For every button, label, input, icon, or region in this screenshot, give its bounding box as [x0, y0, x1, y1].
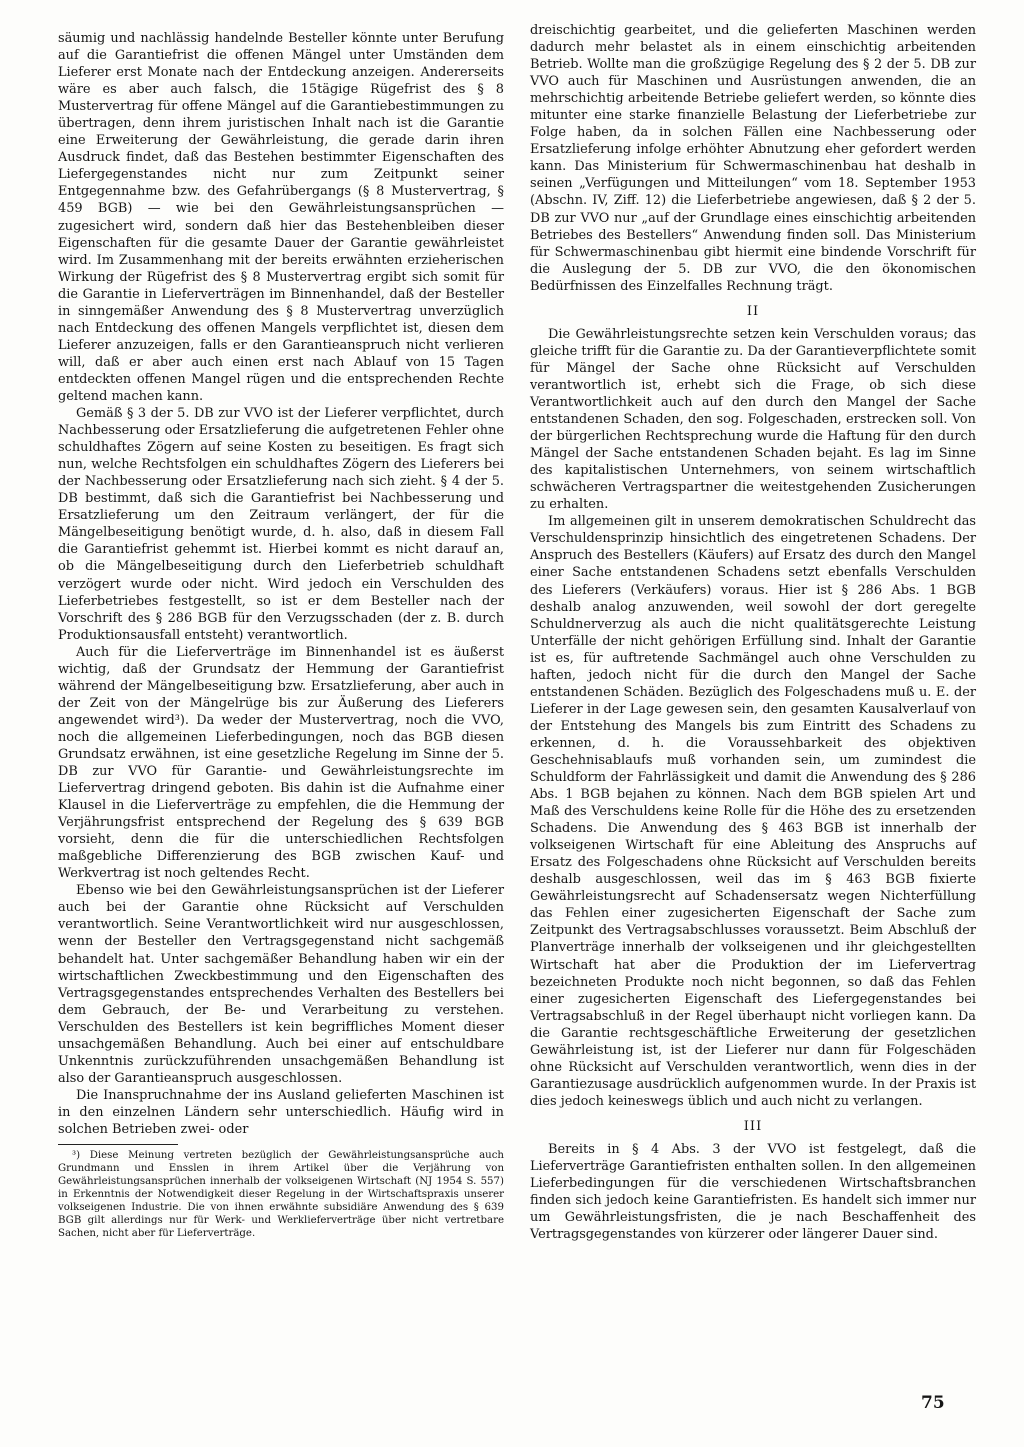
footnote-divider [58, 1144, 178, 1145]
section-heading: III [743, 1118, 763, 1134]
paragraph: Die Inanspruchnahme der ins Ausland gelieferten Maschinen ist in den einzelnen Ländern sehr unterschiedlich. Häufig wird in solchen Betrieben zwei- oder [58, 1087, 504, 1137]
paragraph: Die Gewährleistungsrechte setzen kein Verschulden voraus; das gleiche trifft für die Garantie zu. Da der Garantieverpflichtete somit für Mängel der Sache ohne Rücksicht auf Verschulden verantwortlich ist, erhebt sich die Frage, ob sich diese Verantwortlichkeit auch auf den durch den Mangel der Sache entstandenen Schaden, den sog. Folgeschaden, erstrecken soll. Von der bürgerlichen Rechtsprechung wurde die Haftung für den durch Mängel der Sache entstandenen Schaden bejaht. Es lag im Sinne des kapitalistischen Unternehmers, von seinem wirtschaftlich schwächeren Vertragspartner die weitestgehenden Zusicherungen zu erhalten. [530, 326, 976, 513]
section-heading: II [746, 303, 760, 319]
paragraph: Auch für die Lieferverträge im Binnenhandel ist es äußerst wichtig, daß der Grundsatz der Hemmung der Garantiefrist während der Mängelbeseitigung bzw. Ersatzlieferung, aber auch in der Zeit von der Mängelrüge bis zur Äußerung des Lieferers angewendet wird³). Da weder der Mustervertrag, noch die VVO, noch die allgemeinen Lieferbedingungen, noch das BGB diesen Grundsatz erwähnen, ist eine gesetzliche Regelung im Sinne der 5. DB zur VVO für Garantie- und Gewährleistungsrechte im Liefervertrag dringend geboten. Bis dahin ist die Aufnahme einer Klausel in die Lieferverträge zu empfehlen, die die Hemmung der Verjährungsfrist entsprechend der Regelung des § 639 BGB vorsieht, denn die für die unterschiedlichen Rechtsfolgen maßgebliche Differenzierung des BGB zwischen Kauf- und Werkvertrag ist noch geltendes Recht. [58, 644, 504, 882]
left-column [58, 30, 504, 1240]
paragraph: Im allgemeinen gilt in unserem demokratischen Schuldrecht das Verschuldensprinzip hinsichtlich des eingetretenen Schadens. Der Anspruch des Bestellers (Käufers) auf Ersatz des durch den Mangel einer Sache entstandenen Schadens setzt ebenfalls Verschulden des Lieferers (Verkäufers) voraus. Hier ist § 286 Abs. 1 BGB deshalb analog anzuwenden, weil sowohl der dort geregelte Schuldnerverzug als auch die nicht qualitätsgerechte Leistung Unterfälle der nicht gehörigen Erfüllung sind. Inhalt der Garantie ist es, für auftretende Sachmängel auch ohne Verschulden zu haften, jedoch nicht für die durch den Mangel der Sache entstandenen Schäden. Bezüglich des Folgeschadens muß u. E. der Lieferer in der Lage gewesen sein, den gesamten Kausalverlauf von der Entstehung des Mangels bis zum Eintritt des Schadens zu erkennen, d. h. die Voraussehbarkeit des objektiven Geschehnisablaufs muß vorhanden sein, um zumindest die Schuldform der Fahrlässigkeit und damit die Anwendung des § 286 Abs. 1 BGB bejahen zu können. Nach dem BGB spielen Art und Maß des Verschuldens keine Rolle für die Höhe des zu ersetzenden Schadens. Die Anwendung des § 463 BGB ist innerhalb der volkseigenen Wirtschaft für eine Ableitung des Anspruchs auf Ersatz des Folgeschadens ohne Rücksicht auf Verschulden bereits deshalb ausgeschlossen, weil das im § 463 BGB fixierte Gewährleistungsrecht auf Schadensersatz wegen Nichterfüllung das Fehlen einer zugesicherten Eigenschaft der Sache zum Zeitpunkt des Vertragsabschlusses voraussetzt. Beim Abschluß der Planverträge innerhalb der volkseigenen und ihr gleichgestellten Wirtschaft hat aber die Produktion der im Liefervertrag bezeichneten Produkte noch nicht begonnen, so daß das Fehlen einer zugesicherten Eigenschaft des Liefergegenstandes bei Vertragsabschluß in der Regel überhaupt nicht vorliegen kann. Da die Garantie rechtsgeschäftliche Erweiterung der gesetzlichen Gewährleistung ist, ist der Lieferer nur dann für Folgeschäden ohne Rücksicht auf Verschulden verantwortlich, wenn dies in der Garantiezusage ausdrücklich aufgenommen wurde. In der Praxis ist dies jedoch keineswegs üblich und auch nicht zu verlangen. [530, 514, 976, 1109]
paragraph: Bereits in § 4 Abs. 3 der VVO ist festgelegt, daß die Lieferverträge Garantiefristen enthalten sollen. In den allgemeinen Lieferbedingungen für die verschiedenen Wirtschaftsbranchen finden sich jedoch keine Garantiefristen. Es handelt sich immer nur um Gewährleistungsfristen, die je nach Beschaffenheit des Vertragsgegenstandes von kürzerer oder längerer Dauer sind. [530, 1142, 976, 1243]
page-number: 75 [921, 1393, 945, 1413]
paragraph: dreischichtig gearbeitet, und die gelieferten Maschinen werden dadurch mehr belastet als in einem einschichtig arbeitenden Betrieb. Wollte man die großzügige Regelung des § 2 der 5. DB zur VVO auch für Maschinen und Ausrüstungen anwenden, die an mehrschichtig arbeitende Betriebe geliefert werden, so könnte dies mitunter eine starke finanzielle Belastung der Lieferbetriebe zur Folge haben, da in solchen Fällen eine Nachbesserung oder Ersatzlieferung infolge erhöhter Abnutzung eher gefordert werden kann. Das Ministerium für Schwermaschinenbau hat deshalb in seinen „Verfügungen und Mitteilungen“ vom 18. September 1953 (Abschn. IV, Ziff. 12) die Lieferbetriebe angewiesen, daß § 2 der 5. DB zur VVO nur „auf der Grundlage eines einschichtig arbeitenden Betriebes des Bestellers“ Anwendung finden soll. Das Ministerium für Schwermaschinenbau gibt hiermit eine bindende Vorschrift für die Auslegung der 5. DB zur VVO, die den ökonomischen Bedürfnissen des Einzelfalles Rechnung trägt. [530, 23, 976, 294]
paragraph: Gemäß § 3 der 5. DB zur VVO ist der Lieferer verpflichtet, durch Nachbesserung oder Ersatzlieferung die aufgetretenen Fehler ohne schuldhaftes Zögern auf seine Kosten zu beseitigen. Es fragt sich nun, welche Rechtsfolgen ein schuldhaftes Zögern des Lieferers bei der Nachbesserung oder Ersatzlieferung nach sich zieht. § 4 der 5. DB bestimmt, daß sich die Garantiefrist bei Nachbesserung und Ersatzlieferung um den Zeitraum verlängert, der für die Mängelbeseitigung benötigt wurde, d. h. also, daß in diesem Fall die Garantiefrist gehemmt ist. Hierbei kommt es nicht darauf an, ob die Mängelbeseitigung durch den Lieferbetrieb schuldhaft verzögert wurde oder nicht. Wird jedoch ein Verschulden des Lieferbetriebes festgestellt, so ist er dem Besteller nach der Vorschrift des § 286 BGB für den Verzugsschaden (der z. B. durch Produktionsausfall entsteht) verantwortlich. [58, 406, 504, 643]
paragraph: säumig und nachlässig handelnde Besteller könnte unter Berufung auf die Garantiefrist die offenen Mängel unter Umständen dem Lieferer erst Monate nach der Entdeckung anzeigen. Andererseits wäre es aber auch falsch, die 15tägige Rügefrist des § 8 Mustervertrag für offene Mängel auf die Garantiebestimmungen zu übertragen, denn ihrem juristischen Inhalt nach ist die Garantie eine Erweiterung der Gewährleistung, die gerade darin ihren Ausdruck findet, daß das Bestehen bestimmter Eigenschaften des Liefergegenstandes nicht nur zum Zeitpunkt seiner Entgegennahme bzw. des Gefahrübergangs (§ 8 Mustervertrag, § 459 BGB) — wie bei den Gewährleistungsansprüchen — zugesichert wird, sondern daß hier das Bestehenbleiben dieser Eigenschaften für die gesamte Dauer der Garantie gewährleistet wird. Im Zusammenhang mit der bereits erwähnten erzieherischen Wirkung der Rügefrist des § 8 Mustervertrag ergibt sich somit für die Garantie in Lieferverträgen im Binnenhandel, daß der Besteller in sinngemäßer Anwendung des § 8 Mustervertrag unverzüglich nach Entdeckung des offenen Mangels verpflichtet ist, diesen dem Lieferer anzuzeigen, falls er den Garantieanspruch nicht verlieren will, daß er aber auch einen erst nach Ablauf von 15 Tagen entdeckten offenen Mangel rügen und die entsprechenden Rechte geltend machen kann. [58, 31, 504, 404]
footnote: ³) Diese Meinung vertreten bezüglich der Gewährleistungsansprüche auch Grundmann und Ensslen in ihrem Artikel über die Verjährung von Gewährleistungsansprüchen innerhalb der volkseigenen Wirtschaft (NJ 1954 S. 557) in Erkenntnis der Notwendigkeit dieser Regelung in der Wirtschaftspraxis unserer volkseigenen Industrie. Die von ihnen erwähnte subsidiäre Anwendung des § 639 BGB gilt allerdings nur für Werk- und Werklieferverträge über nicht vertretbare Sachen, nicht aber für Lieferverträge. [58, 1150, 504, 1240]
right-column [530, 22, 976, 1243]
paragraph: Ebenso wie bei den Gewährleistungsansprüchen ist der Lieferer auch bei der Garantie ohne Rücksicht auf Verschulden verantwortlich. Seine Verantwortlichkeit wird nur ausgeschlossen, wenn der Besteller den Vertragsgegenstand nicht sachgemäß behandelt hat. Unter sachgemäßer Behandlung haben wir ein der wirtschaftlichen Zweckbestimmung und den Eigenschaften des Vertragsgegenstandes entsprechendes Verhalten des Bestellers bei dem Gebrauch, der Be- und Verarbeitung zu verstehen. Verschulden des Bestellers ist kein begriffliches Moment dieser unsachgemäßen Behandlung. Auch bei einer auf entschuldbare Unkenntnis zurückzuführenden unsachgemäßen Behandlung ist also der Garantieanspruch ausgeschlossen. [58, 883, 504, 1086]
